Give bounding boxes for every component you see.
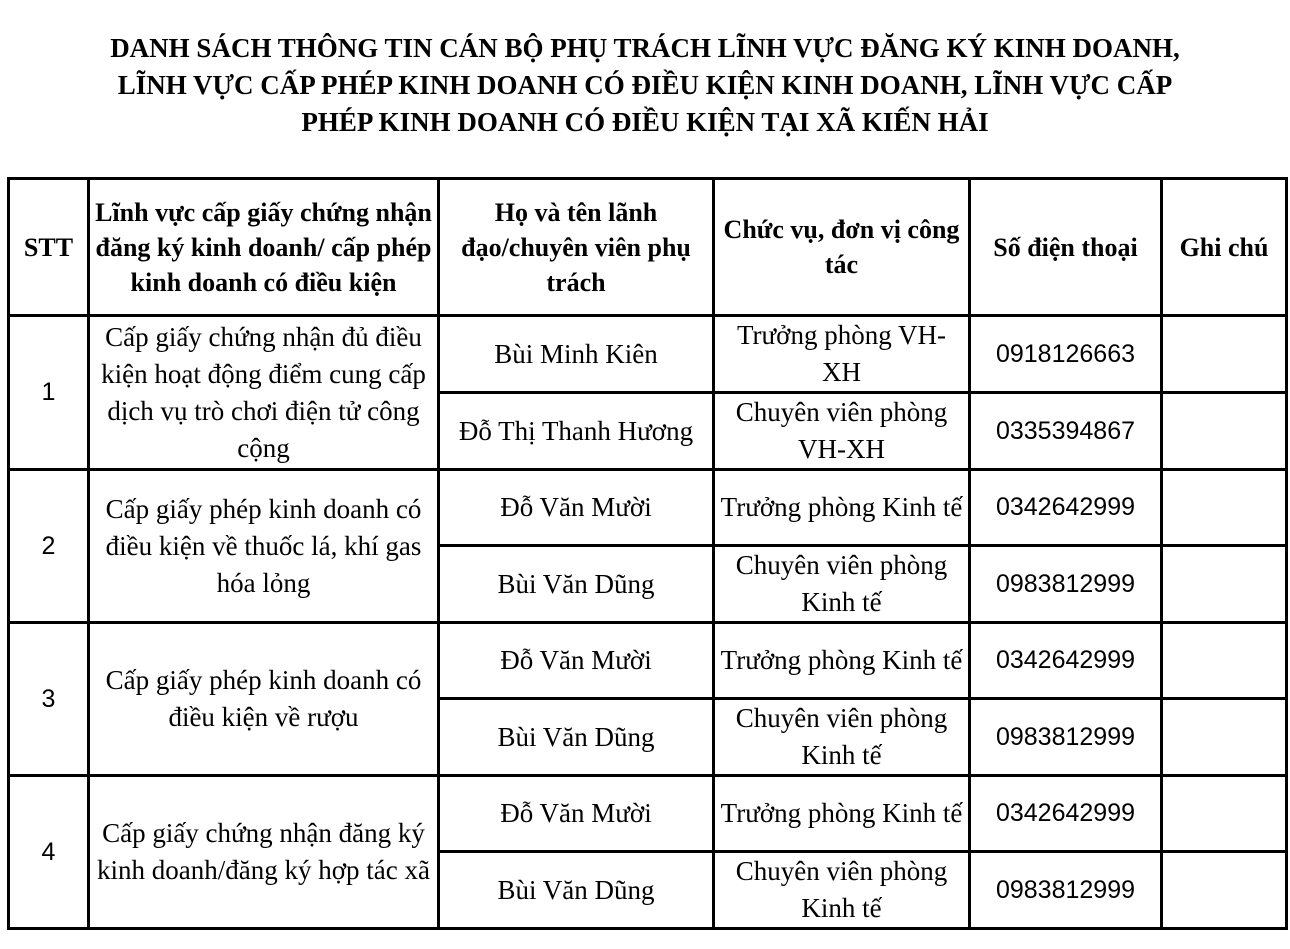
name-cell: Đỗ Thị Thanh Hương bbox=[439, 393, 714, 470]
header-note: Ghi chú bbox=[1162, 179, 1287, 316]
header-field: Lĩnh vực cấp giấy chứng nhận đăng ký kinh doanh/ cấp phép kinh doanh có điều kiện bbox=[89, 179, 439, 316]
field-cell: Cấp giấy chứng nhận đăng ký kinh doanh/đăng ký hợp tác xã bbox=[89, 776, 439, 929]
stt-cell: 1 bbox=[9, 316, 89, 470]
header-role: Chức vụ, đơn vị công tác bbox=[714, 179, 970, 316]
table-row bbox=[9, 316, 1287, 393]
role-cell: Trưởng phòng Kinh tế bbox=[714, 623, 970, 699]
note-cell bbox=[1162, 852, 1287, 929]
note-cell bbox=[1162, 470, 1287, 546]
stt-cell: 4 bbox=[9, 776, 89, 929]
phone-cell: 0342642999 bbox=[970, 623, 1162, 699]
stt-cell: 3 bbox=[9, 623, 89, 776]
note-cell bbox=[1162, 546, 1287, 623]
name-cell: Bùi Văn Dũng bbox=[439, 546, 714, 623]
note-cell bbox=[1162, 699, 1287, 776]
phone-cell: 0342642999 bbox=[970, 776, 1162, 852]
name-cell: Bùi Minh Kiên bbox=[439, 316, 714, 393]
field-cell: Cấp giấy chứng nhận đủ điều kiện hoạt động điểm cung cấp dịch vụ trò chơi điện tử công cộng bbox=[89, 316, 439, 470]
table-row bbox=[9, 776, 1287, 852]
stt-cell: 2 bbox=[9, 470, 89, 623]
role-cell: Trưởng phòng Kinh tế bbox=[714, 776, 970, 852]
table-row bbox=[9, 623, 1287, 699]
staff-table bbox=[7, 177, 1288, 930]
title-line-1: DANH SÁCH THÔNG TIN CÁN BỘ PHỤ TRÁCH LĨNH VỰC ĐĂNG KÝ KINH DOANH, bbox=[110, 33, 1180, 63]
note-cell bbox=[1162, 316, 1287, 393]
name-cell: Bùi Văn Dũng bbox=[439, 852, 714, 929]
title-line-3: PHÉP KINH DOANH CÓ ĐIỀU KIỆN TẠI XÃ KIẾN HẢI bbox=[301, 107, 989, 137]
header-stt: STT bbox=[9, 179, 89, 316]
table-row bbox=[9, 470, 1287, 546]
phone-cell: 0918126663 bbox=[970, 316, 1162, 393]
name-cell: Đỗ Văn Mười bbox=[439, 776, 714, 852]
name-cell: Đỗ Văn Mười bbox=[439, 623, 714, 699]
phone-cell: 0983812999 bbox=[970, 699, 1162, 776]
role-cell: Chuyên viên phòng Kinh tế bbox=[714, 699, 970, 776]
document-title bbox=[0, 30, 1290, 141]
role-cell: Chuyên viên phòng VH-XH bbox=[714, 393, 970, 470]
header-phone: Số điện thoại bbox=[970, 179, 1162, 316]
phone-cell: 0335394867 bbox=[970, 393, 1162, 470]
role-cell: Trưởng phòng Kinh tế bbox=[714, 470, 970, 546]
note-cell bbox=[1162, 623, 1287, 699]
field-cell: Cấp giấy phép kinh doanh có điều kiện về thuốc lá, khí gas hóa lỏng bbox=[89, 470, 439, 623]
role-cell: Chuyên viên phòng Kinh tế bbox=[714, 546, 970, 623]
name-cell: Bùi Văn Dũng bbox=[439, 699, 714, 776]
name-cell: Đỗ Văn Mười bbox=[439, 470, 714, 546]
field-cell: Cấp giấy phép kinh doanh có điều kiện về rượu bbox=[89, 623, 439, 776]
phone-cell: 0983812999 bbox=[970, 852, 1162, 929]
note-cell bbox=[1162, 776, 1287, 852]
note-cell bbox=[1162, 393, 1287, 470]
title-line-2: LĨNH VỰC CẤP PHÉP KINH DOANH CÓ ĐIỀU KIỆN KINH DOANH, LĨNH VỰC CẤP bbox=[117, 70, 1173, 100]
header-name: Họ và tên lãnh đạo/chuyên viên phụ trách bbox=[439, 179, 714, 316]
role-cell: Chuyên viên phòng Kinh tế bbox=[714, 852, 970, 929]
phone-cell: 0342642999 bbox=[970, 470, 1162, 546]
phone-cell: 0983812999 bbox=[970, 546, 1162, 623]
table-header-row bbox=[9, 179, 1287, 316]
role-cell: Trưởng phòng VH-XH bbox=[714, 316, 970, 393]
